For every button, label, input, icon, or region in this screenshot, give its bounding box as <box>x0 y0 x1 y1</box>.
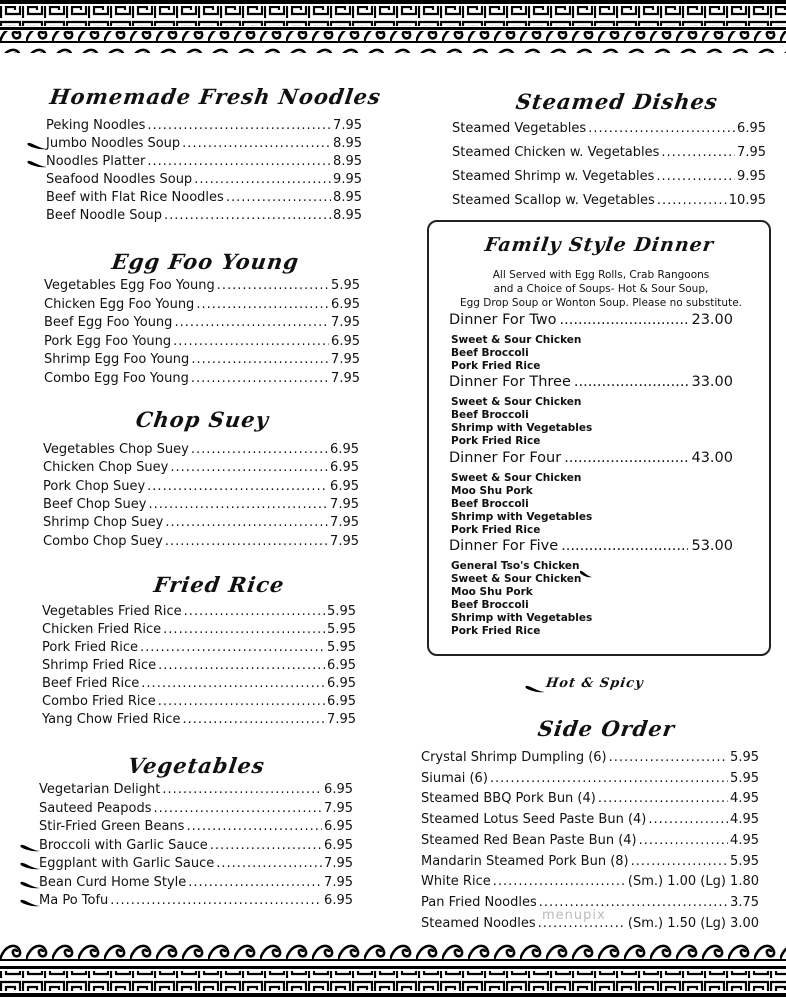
chili-pepper-icon <box>26 139 48 153</box>
item-name: Beef Fried Rice <box>42 676 140 691</box>
hot-spicy-legend: Hot & Spicy <box>544 676 645 691</box>
item-price: (Sm.) 1.00 (Lg) 1.80 <box>627 874 759 890</box>
leader-dots <box>165 533 328 551</box>
dinner-package <box>449 374 733 390</box>
item-name: Beef Noodle Soup <box>46 208 162 223</box>
menu-item <box>421 790 759 808</box>
item-name: Mandarin Steamed Pork Bun (8) <box>421 853 629 869</box>
item-price: 7.95 <box>324 856 353 871</box>
dinner-dish: General Tso's Chicken <box>451 560 580 572</box>
item-price: 4.95 <box>730 832 759 848</box>
item-name: Shrimp Chop Suey <box>43 515 164 531</box>
dinner-name: Dinner For Four <box>449 450 562 466</box>
leader-dots <box>163 621 325 639</box>
item-price: 6.95 <box>330 478 359 494</box>
item-price: 6.95 <box>327 694 356 709</box>
leader-dots <box>158 693 325 711</box>
item-name: Ma Po Tofu <box>39 893 109 908</box>
item-price: 6.95 <box>324 819 353 834</box>
menu-item <box>42 693 356 711</box>
menu-item <box>43 514 359 532</box>
item-price: 7.95 <box>331 315 360 330</box>
menu-item <box>44 277 360 295</box>
item-name: Chicken Egg Foo Young <box>44 296 195 312</box>
menu-item <box>44 351 360 369</box>
item-name: Jumbo Noodles Soup <box>46 136 181 151</box>
leader-dots <box>598 790 728 808</box>
leader-dots <box>588 120 735 138</box>
family-dinner-note: and a Choice of Soups- Hot & Sour Soup, <box>493 283 709 295</box>
leader-dots <box>174 314 329 332</box>
item-name: Beef Chop Suey <box>43 496 147 512</box>
item-name: Combo Egg Foo Young <box>44 370 189 386</box>
leader-dots <box>165 514 328 532</box>
menu-item <box>39 892 353 910</box>
item-price: 7.95 <box>330 515 359 531</box>
menu-item <box>42 603 356 621</box>
watermark: menupix <box>542 908 606 923</box>
family-dinner-title: Family Style Dinner <box>483 234 716 256</box>
dinner-name: Dinner For Three <box>449 374 571 390</box>
item-price: 7.95 <box>737 145 766 160</box>
item-price: 6.95 <box>324 837 353 853</box>
menu-item <box>43 459 359 477</box>
dinner-dish: Pork Fried Rice <box>451 435 541 447</box>
item-name: Vegetables Egg Foo Young <box>44 278 215 293</box>
item-price: 7.95 <box>327 712 356 727</box>
item-name: Vegetables Fried Rice <box>42 604 182 619</box>
leader-dots <box>184 603 325 621</box>
item-price: 6.95 <box>324 782 353 797</box>
item-price: 7.95 <box>324 874 353 890</box>
bottom-border-ornament <box>0 940 786 1000</box>
section-title: Fried Rice <box>152 572 287 597</box>
dinner-name: Dinner For Five <box>449 538 559 554</box>
menu-item <box>44 333 360 351</box>
menu-item <box>452 192 766 210</box>
family-dinner-box <box>427 220 771 656</box>
leader-dots <box>110 892 322 910</box>
menu-item <box>43 533 359 551</box>
dinner-dish: Moo Shu Pork <box>451 586 533 598</box>
menu-item <box>452 144 766 162</box>
dinner-dish: Beef Broccoli <box>451 498 529 510</box>
menu-item <box>39 800 353 818</box>
dinner-dish: Pork Fried Rice <box>451 524 541 536</box>
item-price: 5.95 <box>730 853 759 869</box>
dinner-dish: Sweet & Sour Chicken <box>451 334 582 346</box>
item-name: Bean Curd Home Style <box>39 874 187 890</box>
item-name: Steamed Lotus Seed Paste Bun (4) <box>421 812 647 828</box>
menu-item <box>39 781 353 799</box>
leader-dots <box>490 770 728 788</box>
menu-item <box>46 117 362 135</box>
menu-item <box>44 296 360 314</box>
leader-dots <box>661 144 735 162</box>
menu-item <box>452 120 766 138</box>
leader-dots <box>631 853 728 871</box>
menu-item <box>42 657 356 675</box>
item-name: Steamed Shrimp w. Vegetables <box>452 169 655 184</box>
item-price: 8.95 <box>333 190 362 205</box>
menu-item <box>42 639 356 657</box>
item-price: 7.95 <box>331 370 360 386</box>
section-title: Homemade Fresh Noodles <box>48 84 383 109</box>
menu-item <box>421 770 759 788</box>
leader-dots <box>170 459 328 477</box>
dinner-package <box>449 538 733 554</box>
leader-dots <box>173 333 329 351</box>
section-title: Egg Foo Young <box>110 249 301 274</box>
item-name: Stir-Fried Green Beans <box>39 819 185 834</box>
leader-dots <box>158 657 325 675</box>
menu-item <box>46 171 362 189</box>
item-price: 6.95 <box>331 333 360 349</box>
leader-dots <box>217 277 329 295</box>
item-price: 5.95 <box>327 604 356 619</box>
leader-dots <box>564 450 688 466</box>
menu-item <box>46 207 362 225</box>
leader-dots <box>162 781 322 799</box>
dinner-package <box>449 450 733 466</box>
item-price: 7.95 <box>324 800 353 816</box>
item-name: Pork Egg Foo Young <box>44 333 172 349</box>
menu-item <box>42 711 356 729</box>
dinner-dish: Sweet & Sour Chicken <box>451 396 582 408</box>
item-name: Chicken Fried Rice <box>42 622 162 637</box>
item-price: 9.95 <box>737 169 766 184</box>
item-price: 6.95 <box>327 658 356 673</box>
chili-pepper-icon <box>26 157 48 171</box>
menu-item <box>39 837 353 855</box>
leader-dots <box>147 478 328 496</box>
section-title: Side Order <box>536 716 677 741</box>
item-price: 5.95 <box>730 770 759 786</box>
leader-dots <box>560 312 689 328</box>
leader-dots <box>182 711 325 729</box>
dinner-dish: Pork Fried Rice <box>451 360 541 372</box>
leader-dots <box>191 351 329 369</box>
leader-dots <box>147 117 331 135</box>
leader-dots <box>191 370 329 388</box>
item-name: Peking Noodles <box>46 118 146 133</box>
item-name: Steamed Red Bean Paste Bun (4) <box>421 832 637 848</box>
item-name: Steamed BBQ Pork Bun (4) <box>421 791 596 807</box>
menu-item <box>421 832 759 850</box>
menu-item <box>46 153 362 171</box>
menu-item <box>421 811 759 829</box>
menu-item <box>42 621 356 639</box>
item-price: 8.95 <box>333 154 362 169</box>
item-price: 10.95 <box>728 193 766 208</box>
item-name: Steamed Scallop w. Vegetables <box>452 193 655 208</box>
dinner-price: 43.00 <box>691 450 733 466</box>
section-title: Vegetables <box>126 753 267 778</box>
dinner-dish: Sweet & Sour Chicken <box>451 573 582 585</box>
item-price: 3.75 <box>730 894 759 910</box>
menu-item <box>42 675 356 693</box>
item-name: Combo Chop Suey <box>43 533 163 549</box>
item-name: Shrimp Fried Rice <box>42 658 157 673</box>
dinner-dish: Shrimp with Vegetables <box>451 612 593 624</box>
item-name: Sauteed Peapods <box>39 800 152 816</box>
item-price: 7.95 <box>330 533 359 549</box>
leader-dots <box>188 874 322 892</box>
dinner-price: 53.00 <box>691 538 733 554</box>
dinner-price: 23.00 <box>691 312 733 328</box>
item-price: 8.95 <box>333 208 362 223</box>
item-price: (Sm.) 1.50 (Lg) 3.00 <box>627 915 759 931</box>
menu-item <box>44 370 360 388</box>
item-name: Crystal Shrimp Dumpling (6) <box>421 750 607 765</box>
leader-dots <box>648 811 728 829</box>
item-price: 5.95 <box>327 622 356 637</box>
leader-dots <box>574 374 689 390</box>
leader-dots <box>609 749 728 767</box>
dinner-package <box>449 312 733 328</box>
menu-item <box>46 189 362 207</box>
leader-dots <box>216 855 322 873</box>
menu-item <box>421 873 759 891</box>
chili-pepper-icon <box>19 878 41 892</box>
top-border-ornament <box>0 0 786 56</box>
dinner-dish: Moo Shu Pork <box>451 485 533 497</box>
item-name: Vegetables Chop Suey <box>43 442 189 457</box>
item-name: Pork Chop Suey <box>43 478 146 494</box>
item-price: 4.95 <box>730 791 759 807</box>
item-price: 9.95 <box>333 172 362 187</box>
item-price: 5.95 <box>730 750 759 765</box>
leader-dots <box>148 496 328 514</box>
leader-dots <box>493 873 626 891</box>
leader-dots <box>561 538 688 554</box>
family-dinner-note: All Served with Egg Rolls, Crab Rangoons <box>492 269 710 281</box>
dinner-dish: Beef Broccoli <box>451 599 529 611</box>
item-name: Broccoli with Garlic Sauce <box>39 837 208 853</box>
leader-dots <box>147 153 331 171</box>
item-name: Shrimp Egg Foo Young <box>44 352 190 367</box>
section-title: Chop Suey <box>134 407 271 432</box>
item-name: Chicken Chop Suey <box>43 460 169 476</box>
item-name: Steamed Noodles <box>421 915 536 931</box>
item-name: Steamed Chicken w. Vegetables <box>452 145 660 160</box>
leader-dots <box>154 800 323 818</box>
leader-dots <box>140 639 325 657</box>
item-name: White Rice <box>421 874 491 890</box>
leader-dots <box>182 135 331 153</box>
menu-item <box>39 818 353 836</box>
menu-item <box>39 874 353 892</box>
leader-dots <box>196 296 329 314</box>
dinner-price: 33.00 <box>691 374 733 390</box>
item-price: 6.95 <box>324 893 353 908</box>
leader-dots <box>164 207 331 225</box>
item-name: Siumai (6) <box>421 770 488 786</box>
item-price: 4.95 <box>730 812 759 828</box>
item-price: 7.95 <box>331 352 360 367</box>
item-name: Combo Fried Rice <box>42 694 156 709</box>
menu-item <box>44 314 360 332</box>
leader-dots <box>657 192 727 210</box>
leader-dots <box>226 189 331 207</box>
chili-pepper-icon <box>19 859 41 873</box>
item-price: 5.95 <box>327 640 356 655</box>
item-name: Yang Chow Fried Rice <box>42 712 181 727</box>
item-name: Beef Egg Foo Young <box>44 315 173 330</box>
menu-item <box>43 478 359 496</box>
item-name: Eggplant with Garlic Sauce <box>39 856 215 871</box>
menu-item <box>421 853 759 871</box>
item-price: 5.95 <box>331 278 360 293</box>
menu-item <box>46 135 362 153</box>
item-price: 6.95 <box>330 460 359 476</box>
dinner-dish: Beef Broccoli <box>451 347 529 359</box>
dinner-dish: Pork Fried Rice <box>451 625 541 637</box>
item-price: 7.95 <box>333 118 362 133</box>
item-name: Noodles Platter <box>46 154 146 169</box>
dinner-dish: Shrimp with Vegetables <box>451 422 593 434</box>
leader-dots <box>656 168 735 186</box>
item-name: Vegetarian Delight <box>39 782 161 797</box>
family-dinner-note: Egg Drop Soup or Wonton Soup. Please no substitute. <box>460 297 742 309</box>
item-price: 6.95 <box>327 676 356 691</box>
chili-pepper-icon <box>524 682 546 696</box>
section-title: Steamed Dishes <box>514 89 720 114</box>
menu-item <box>43 441 359 459</box>
menu-item <box>421 749 759 767</box>
item-price: 6.95 <box>331 296 360 312</box>
menu-item <box>43 496 359 514</box>
item-name: Steamed Vegetables <box>452 121 587 136</box>
dinner-name: Dinner For Two <box>449 312 557 328</box>
item-price: 6.95 <box>737 121 766 136</box>
chili-pepper-icon <box>19 841 41 855</box>
leader-dots <box>194 171 331 189</box>
dinner-dish: Shrimp with Vegetables <box>451 511 593 523</box>
leader-dots <box>141 675 325 693</box>
item-name: Seafood Noodles Soup <box>46 172 193 187</box>
menu-item <box>452 168 766 186</box>
item-name: Beef with Flat Rice Noodles <box>46 190 224 205</box>
item-name: Pork Fried Rice <box>42 640 138 655</box>
item-name: Pan Fried Noodles <box>421 894 537 910</box>
dinner-dish: Beef Broccoli <box>451 409 529 421</box>
leader-dots <box>210 837 322 855</box>
leader-dots <box>186 818 322 836</box>
leader-dots <box>191 441 328 459</box>
item-price: 7.95 <box>330 496 359 512</box>
item-price: 6.95 <box>330 442 359 457</box>
dinner-dish: Sweet & Sour Chicken <box>451 472 582 484</box>
menu-item <box>39 855 353 873</box>
item-price: 8.95 <box>333 136 362 151</box>
leader-dots <box>639 832 728 850</box>
chili-pepper-icon <box>19 896 41 910</box>
